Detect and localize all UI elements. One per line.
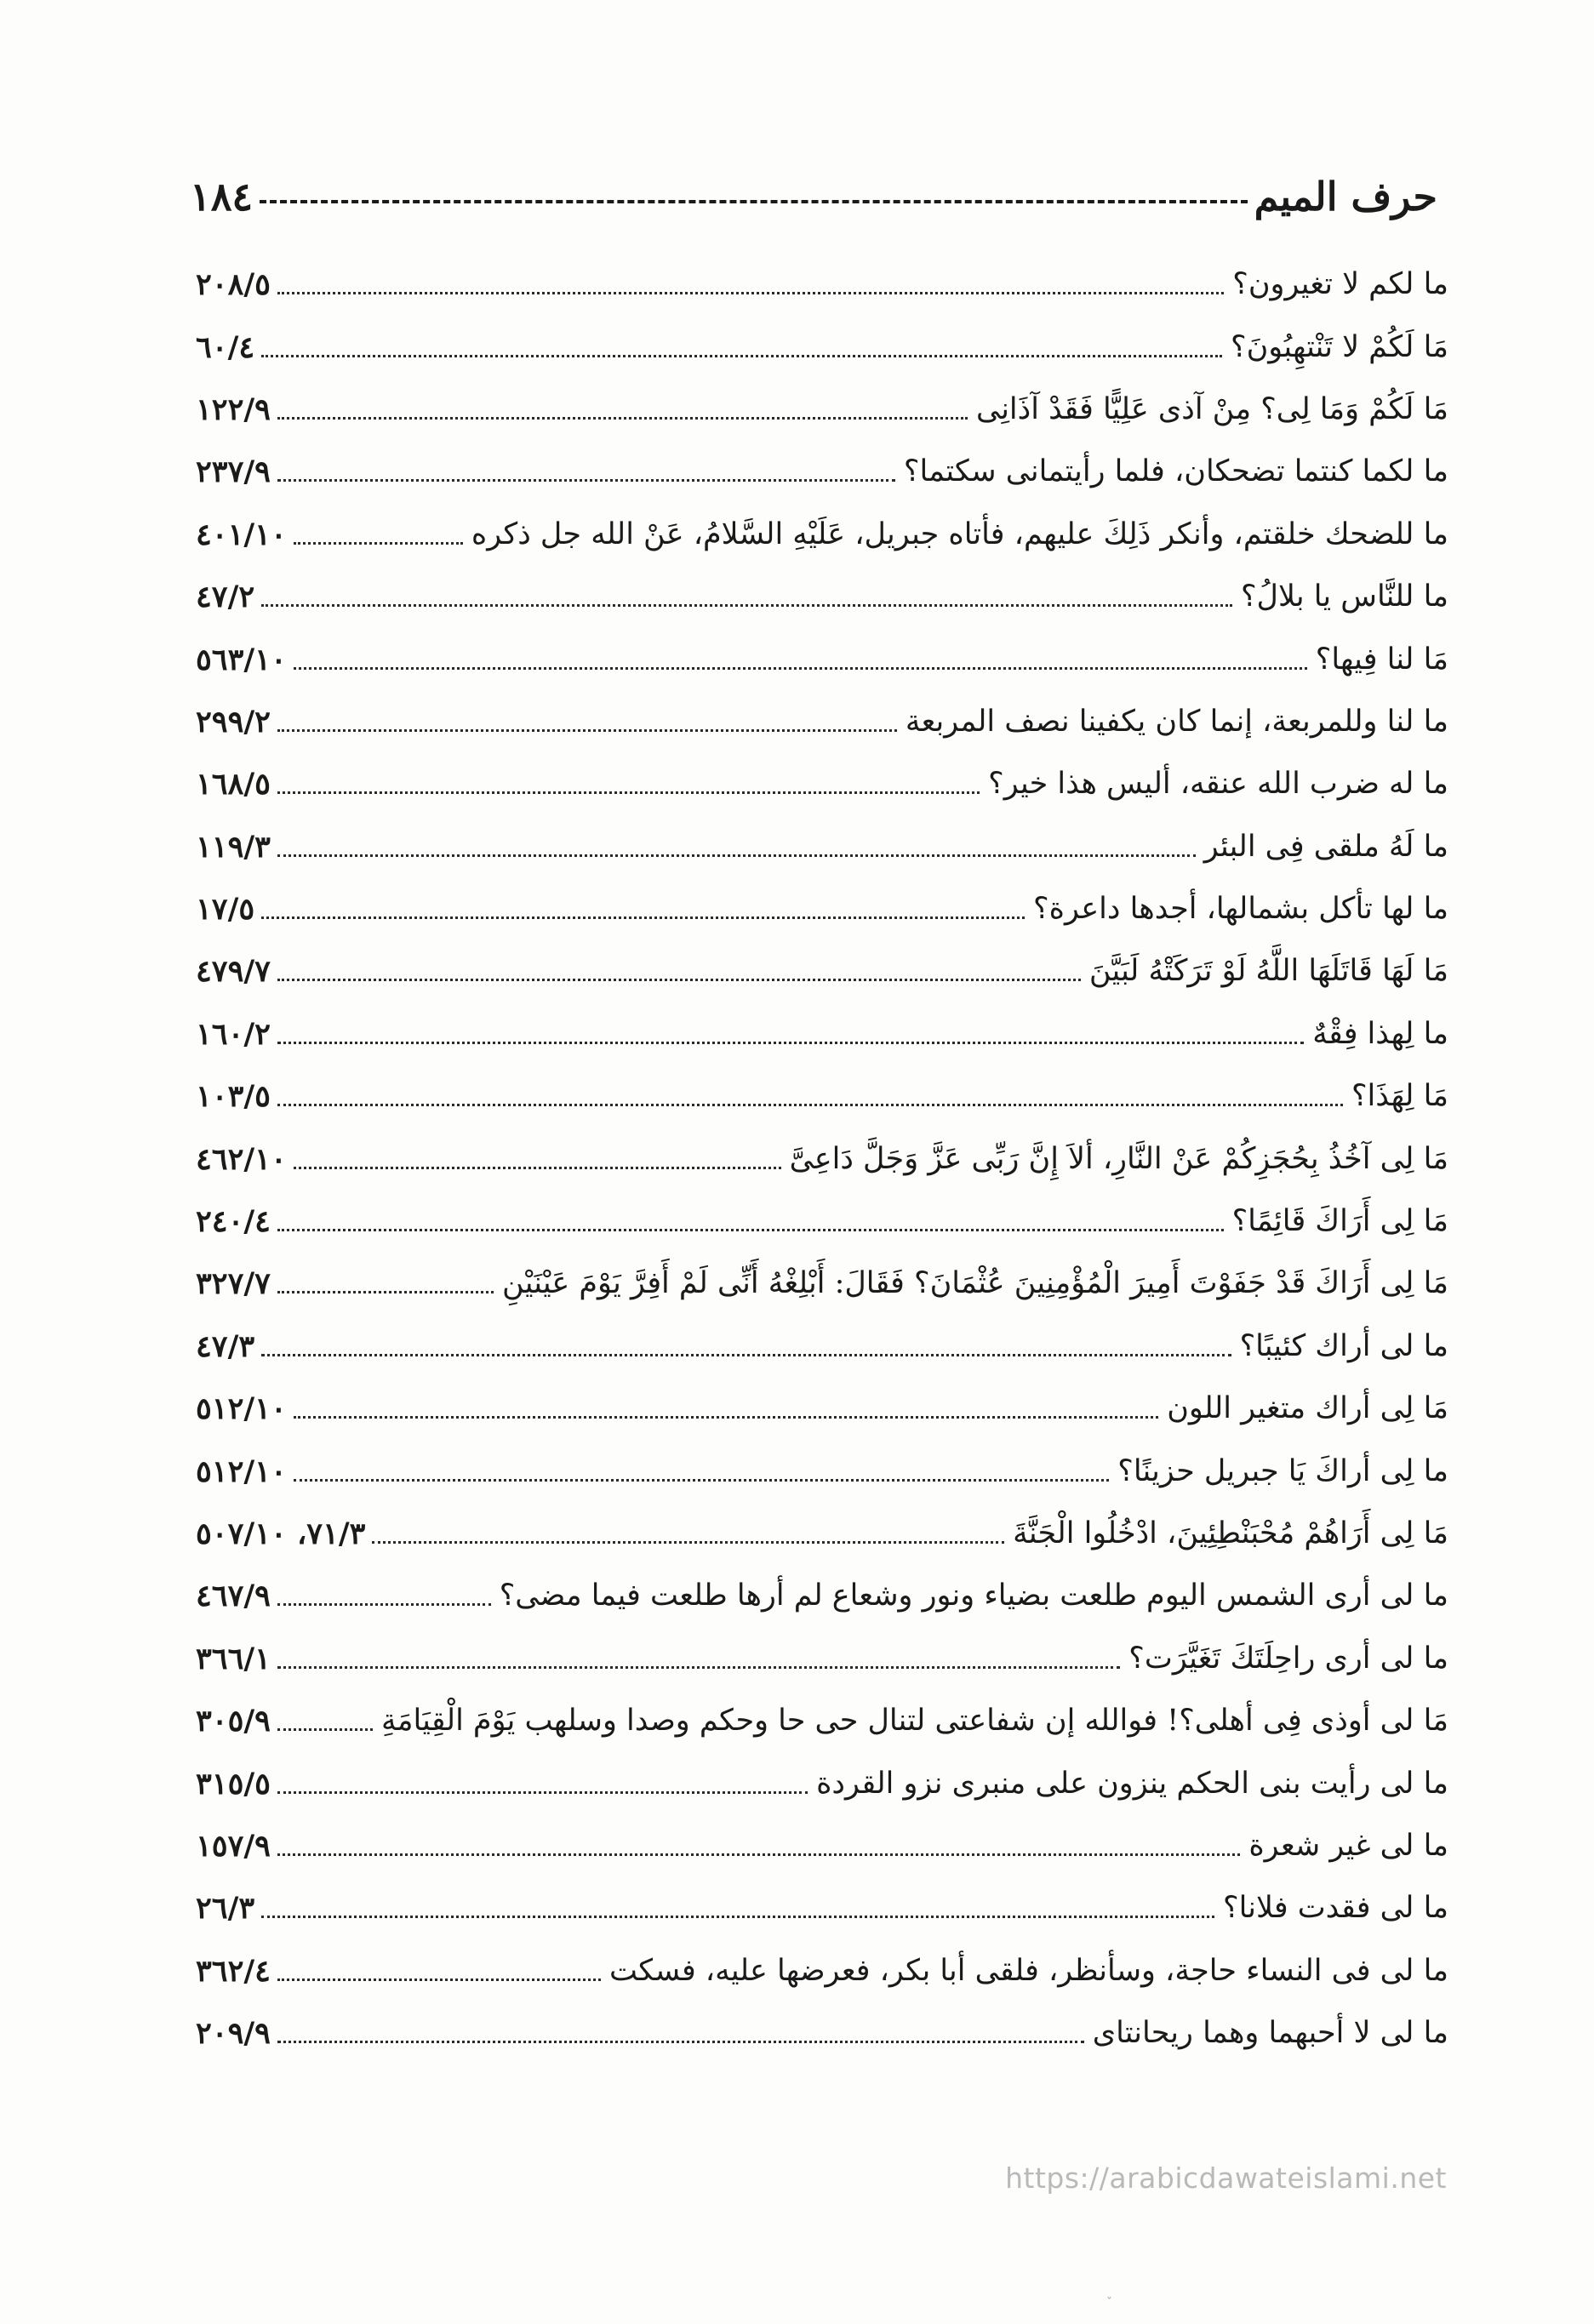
index-entry <box>196 878 1448 940</box>
entry-text: ما لى فى النساء حاجة، وسأنظر، فلقى أبا بكر، فعرضها عليه، فسكت <box>609 1953 1448 1988</box>
index-entry <box>196 1128 1448 1190</box>
index-entry <box>196 379 1448 441</box>
entry-text: ما لى لا أحبهما وهما ريحانتاى <box>1092 2016 1448 2051</box>
entry-reference: ٤٧/٢ <box>196 580 255 615</box>
dotted-leader <box>277 729 897 732</box>
entry-reference: ١٢٢/٩ <box>196 391 271 427</box>
entry-reference: ٣٠٥/٩ <box>196 1704 271 1739</box>
dotted-leader <box>277 1104 1343 1106</box>
header-dashed-rule <box>260 200 1247 203</box>
index-entry <box>196 441 1448 503</box>
entry-text: ما لى أراك كئيبًا؟ <box>1239 1328 1448 1363</box>
index-entry <box>196 1065 1448 1128</box>
entry-text: ما لِى أراكَ يَا جبريل حزينًا؟ <box>1117 1453 1448 1488</box>
dotted-leader <box>277 417 968 420</box>
entry-text: ما لنا وللمربعة، إنما كان يكفينا نصف المربعة <box>905 704 1448 739</box>
entry-reference: ٤٦٧/٩ <box>196 1579 271 1614</box>
index-entry <box>196 1316 1448 1378</box>
entry-text: مَا لِى أَرَاكَ قَائِمًا؟ <box>1231 1204 1448 1239</box>
page-number: ١٨٤ <box>190 174 254 220</box>
entry-text: مَا لِهَذَا؟ <box>1351 1079 1448 1114</box>
entry-text: ما لى أرى الشمس اليوم طلعت بضياء ونور وشعاع لم أرها طلعت فيما مضى؟ <box>499 1579 1448 1613</box>
entry-text: ما لى غير شعرة <box>1248 1828 1448 1863</box>
entry-reference: ٧١/٣، ٥٠٧/١٠ <box>196 1516 366 1551</box>
dotted-leader <box>277 1979 601 1981</box>
index-entry <box>196 316 1448 378</box>
entry-reference: ١٠٣/٥ <box>196 1079 271 1115</box>
dotted-leader <box>277 854 1196 857</box>
index-entry <box>196 1565 1448 1627</box>
entry-text: ما للنَّاس يا بلالُ؟ <box>1240 580 1448 614</box>
index-entry <box>196 1877 1448 1939</box>
dotted-leader <box>277 791 980 794</box>
dotted-leader <box>277 2041 1084 2043</box>
index-entry <box>196 1628 1448 1690</box>
dotted-leader <box>294 1416 1158 1419</box>
entry-reference: ٦٠/٤ <box>196 329 255 365</box>
dotted-leader <box>294 667 1307 670</box>
entry-reference: ٢٣٧/٩ <box>196 454 271 490</box>
entry-text: ما لِهذا فِقْهٌ <box>1312 1016 1448 1051</box>
entry-text: ما لى رأيت بنى الحكم ينزون على منبرى نزو القردة <box>816 1766 1448 1801</box>
index-entry <box>196 1003 1448 1065</box>
entry-text: مَا لِى أَرَاكَ قَدْ جَفَوْتَ أَمِيرَ الْمُؤْمِنِينَ عُثْمَانَ؟ فَقَالَ: أَبْلِغْهُ أَنِّى لَمْ أَفِرَّ يَوْمَ عَيْنَيْنِ <box>502 1266 1448 1301</box>
index-entry <box>196 2002 1448 2064</box>
index-entry <box>196 691 1448 753</box>
entry-reference: ٢٠٩/٩ <box>196 2016 271 2052</box>
index-entry <box>196 753 1448 815</box>
index-entry <box>196 816 1448 878</box>
entry-reference: ٢٩٩/٢ <box>196 704 271 739</box>
entry-text: مَا لَهَا قَاتَلَهَا اللَّهُ لَوْ تَرَكَتْهُ لَبَيَّنَ <box>1088 954 1448 989</box>
dotted-leader <box>277 1791 808 1794</box>
entry-reference: ٢٦/٣ <box>196 1891 255 1927</box>
page-header <box>174 167 1449 226</box>
index-entries <box>196 254 1448 2064</box>
dotted-leader <box>261 916 1025 919</box>
entry-reference: ٣١٥/٥ <box>196 1766 271 1802</box>
dotted-leader <box>277 479 895 482</box>
scan-speck: ˇ <box>1106 2296 1112 2310</box>
entry-reference: ١٥٧/٩ <box>196 1828 271 1864</box>
entry-reference: ٣٢٧/٧ <box>196 1266 271 1302</box>
dotted-leader <box>277 1666 1120 1669</box>
source-watermark: https://arabicdawateislami.net <box>1005 2161 1447 2195</box>
entry-reference: ١١٩/٣ <box>196 829 271 865</box>
dotted-leader <box>277 1853 1240 1856</box>
dotted-leader <box>277 979 1081 981</box>
dotted-leader <box>261 355 1222 357</box>
entry-text: ما لكم لا تغيرون؟ <box>1232 267 1448 302</box>
entry-reference: ٤٦٢/١٠ <box>196 1141 287 1177</box>
entry-reference: ٢٤٠/٤ <box>196 1204 271 1240</box>
entry-reference: ٢٠٨/٥ <box>196 267 271 303</box>
entry-text: ما لكما كنتما تضحكان، فلما رأيتمانى سكتما؟ <box>903 454 1448 489</box>
index-entry <box>196 1253 1448 1315</box>
entry-text: ما لى فقدت فلانا؟ <box>1223 1891 1448 1926</box>
index-entry <box>196 1191 1448 1253</box>
index-entry <box>196 1690 1448 1752</box>
dotted-leader <box>277 1728 373 1731</box>
entry-text: مَا لِى آخُذُ بِحُجَزِكُمْ عَنْ النَّارِ، ألاَ إِنَّ رَبِّى عَزَّ وَجَلَّ دَاعِىَّ <box>789 1141 1448 1176</box>
entry-reference: ٤٧/٣ <box>196 1328 255 1364</box>
entry-reference: ١٦٨/٥ <box>196 767 271 802</box>
dotted-leader <box>277 1042 1304 1044</box>
entry-text: مَا لِى أراك متغير اللون <box>1167 1391 1448 1426</box>
entry-reference: ٤٠١/١٠ <box>196 517 287 552</box>
index-entry <box>196 1752 1448 1814</box>
dotted-leader <box>261 1916 1214 1918</box>
entry-reference: ٣٦٦/١ <box>196 1641 271 1676</box>
entry-reference: ٥١٢/١٠ <box>196 1391 287 1427</box>
entry-text: مَا لى أوذى فِى أهلى؟! فوالله إن شفاعتى لتنال حى حا وحكم وصدا وسلهب يَوْمَ الْقِيَامَةِ <box>380 1704 1448 1739</box>
dotted-leader <box>277 1603 491 1606</box>
dotted-leader <box>294 1167 781 1169</box>
dotted-leader <box>294 1479 1109 1482</box>
index-entry <box>196 504 1448 566</box>
index-entry <box>196 1378 1448 1440</box>
entry-text: ما لها تأكل بشمالها، أجدها داعرة؟ <box>1033 892 1448 927</box>
entry-text: ما لَهُ ملقى فِى البئر <box>1203 829 1448 864</box>
dotted-leader <box>277 292 1224 294</box>
index-entry <box>196 254 1448 316</box>
dotted-leader <box>261 604 1232 607</box>
entry-text: مَا لِى أَرَاهُمْ مُحْبَنْطِئِينَ، ادْخُلُوا الْجَنَّةَ <box>1013 1516 1448 1550</box>
entry-reference: ٥١٢/١٠ <box>196 1453 287 1489</box>
index-entry <box>196 628 1448 690</box>
dotted-leader <box>277 1291 494 1293</box>
section-title: حرف الميم <box>1254 174 1437 220</box>
entry-text: ما له ضرب الله عنقه، أليس هذا خير؟ <box>988 767 1448 802</box>
entry-reference: ٤٧٩/٧ <box>196 954 271 990</box>
entry-text: مَا لنا فِيها؟ <box>1315 642 1448 677</box>
entry-text: ما للضحك خلقتم، وأنكر ذَلِكَ عليهم، فأتاه جبريل، عَلَيْهِ السَّلامُ، عَنْ الله جل ذكره <box>471 517 1448 551</box>
index-entry <box>196 940 1448 1002</box>
index-entry <box>196 1940 1448 2002</box>
entry-reference: ٣٦٢/٤ <box>196 1953 271 1989</box>
index-entry <box>196 1815 1448 1877</box>
dotted-leader <box>372 1541 1004 1544</box>
entry-reference: ٥٦٣/١٠ <box>196 642 287 677</box>
index-entry <box>196 1503 1448 1565</box>
entry-reference: ١٧/٥ <box>196 892 255 928</box>
dotted-leader <box>277 1229 1224 1231</box>
dotted-leader <box>261 1354 1231 1356</box>
entry-text: ما لى أرى راحِلَتَكَ تَغَيَّرَت؟ <box>1128 1641 1448 1676</box>
entry-reference: ١٦٠/٢ <box>196 1016 271 1052</box>
entry-text: مَا لَكُمْ وَمَا لِى؟ مِنْ آذى عَلِيًّا فَقَدْ آذَانِى <box>976 391 1448 426</box>
index-entry <box>196 566 1448 628</box>
index-entry <box>196 1440 1448 1502</box>
entry-text: مَا لَكُمْ لا تَنْتهِبُونَ؟ <box>1231 329 1448 364</box>
dotted-leader <box>294 542 463 545</box>
